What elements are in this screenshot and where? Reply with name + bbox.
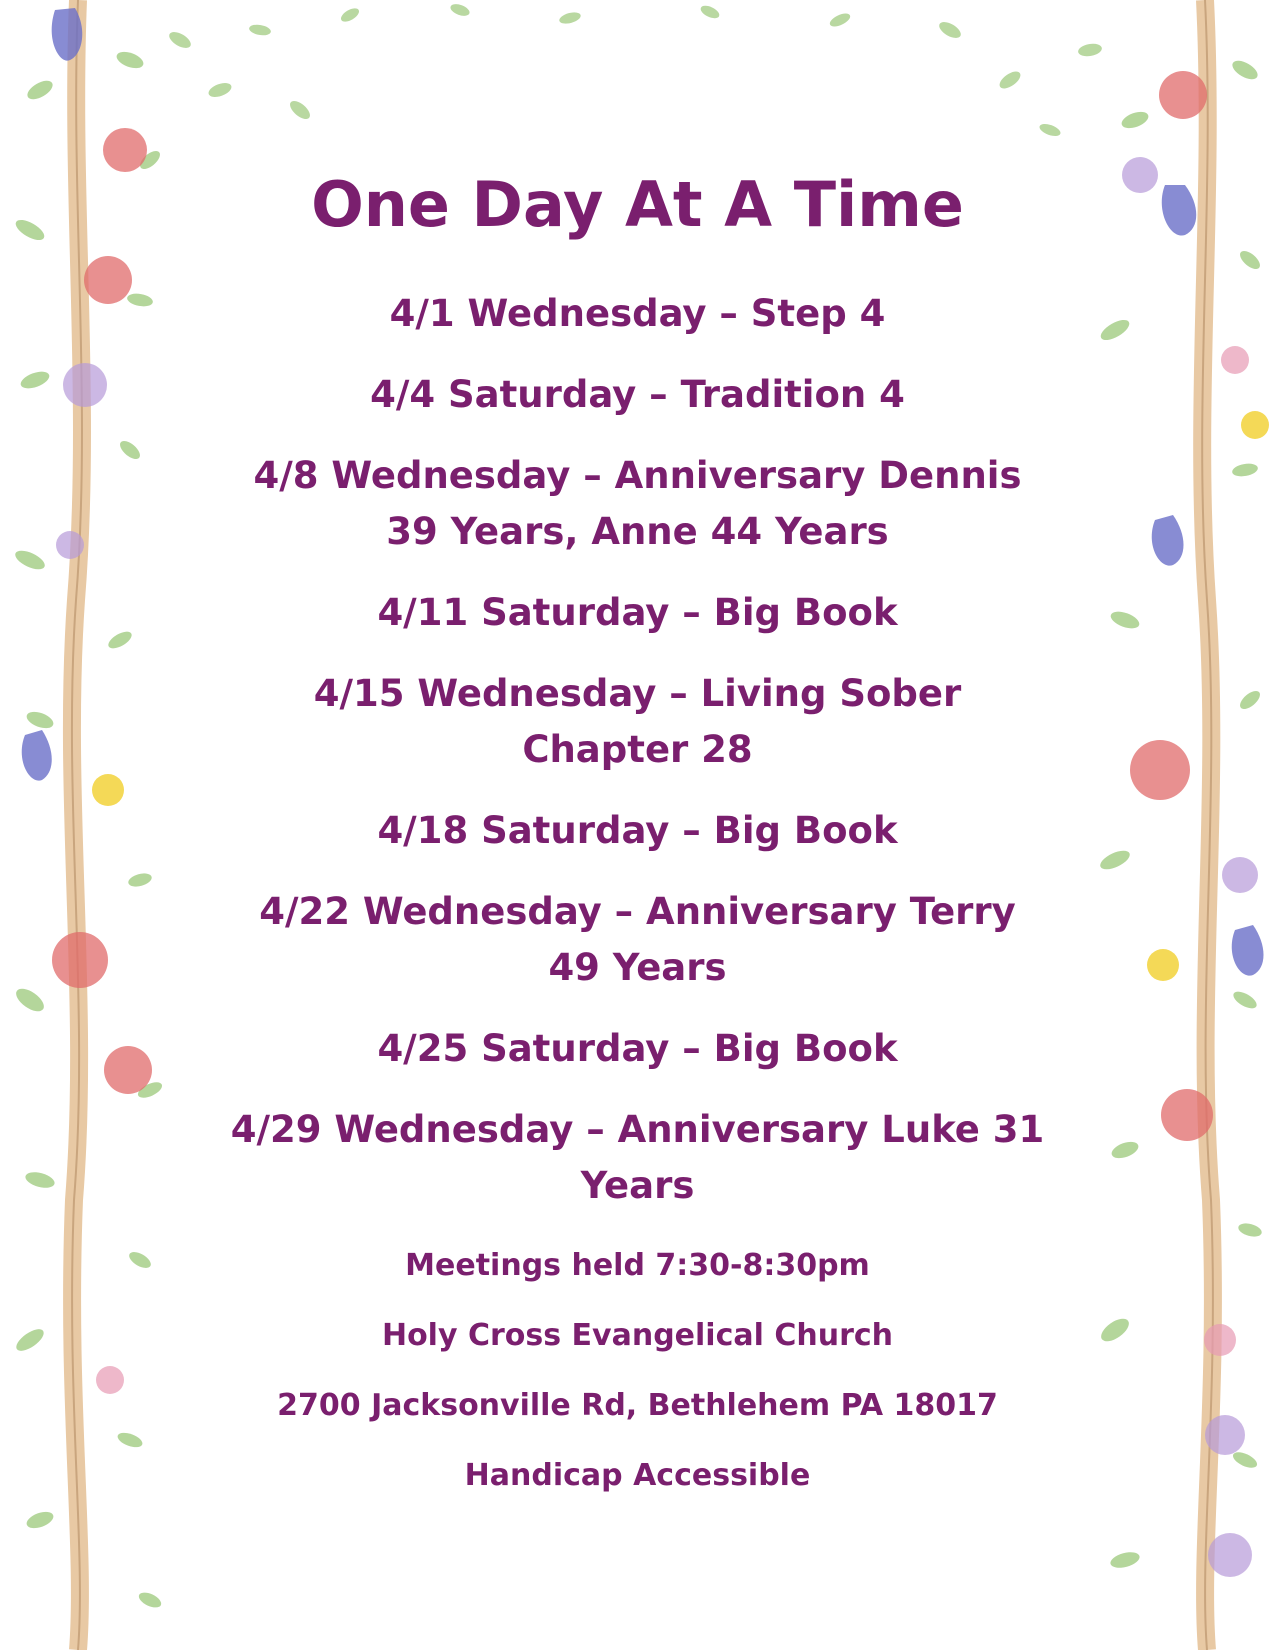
right-floral-border <box>1055 0 1275 1650</box>
accessibility-note: Handicap Accessible <box>464 1458 811 1493</box>
top-leaf-border <box>150 0 1125 160</box>
event-item: 4/25 Saturday – Big Book <box>377 1027 898 1070</box>
event-list <box>200 286 1075 1239</box>
page-title: One Day At A Time <box>311 168 964 241</box>
event-item: 4/4 Saturday – Tradition 4 <box>370 373 905 416</box>
left-vine-illustration <box>0 0 220 1650</box>
event-item: 4/11 Saturday – Big Book <box>377 591 898 634</box>
event-item: 4/8 Wednesday – Anniversary Dennis 39 Years, Anne 44 Years <box>253 454 1022 553</box>
event-item: 4/18 Saturday – Big Book <box>377 809 898 852</box>
top-leaf-illustration <box>150 0 1125 160</box>
meeting-info <box>200 1246 1075 1526</box>
meeting-time: Meetings held 7:30-8:30pm <box>405 1248 870 1283</box>
event-item: 4/29 Wednesday – Anniversary Luke 31 Years <box>230 1108 1045 1207</box>
event-item: 4/22 Wednesday – Anniversary Terry 49 Years <box>259 890 1016 989</box>
event-item: 4/1 Wednesday – Step 4 <box>389 292 886 335</box>
event-item: 4/15 Wednesday – Living Sober Chapter 28 <box>313 672 962 771</box>
right-vine-illustration <box>1055 0 1275 1650</box>
left-floral-border <box>0 0 220 1650</box>
meeting-location: Holy Cross Evangelical Church <box>381 1318 894 1353</box>
meeting-address: 2700 Jacksonville Rd, Bethlehem PA 18017 <box>277 1388 998 1423</box>
